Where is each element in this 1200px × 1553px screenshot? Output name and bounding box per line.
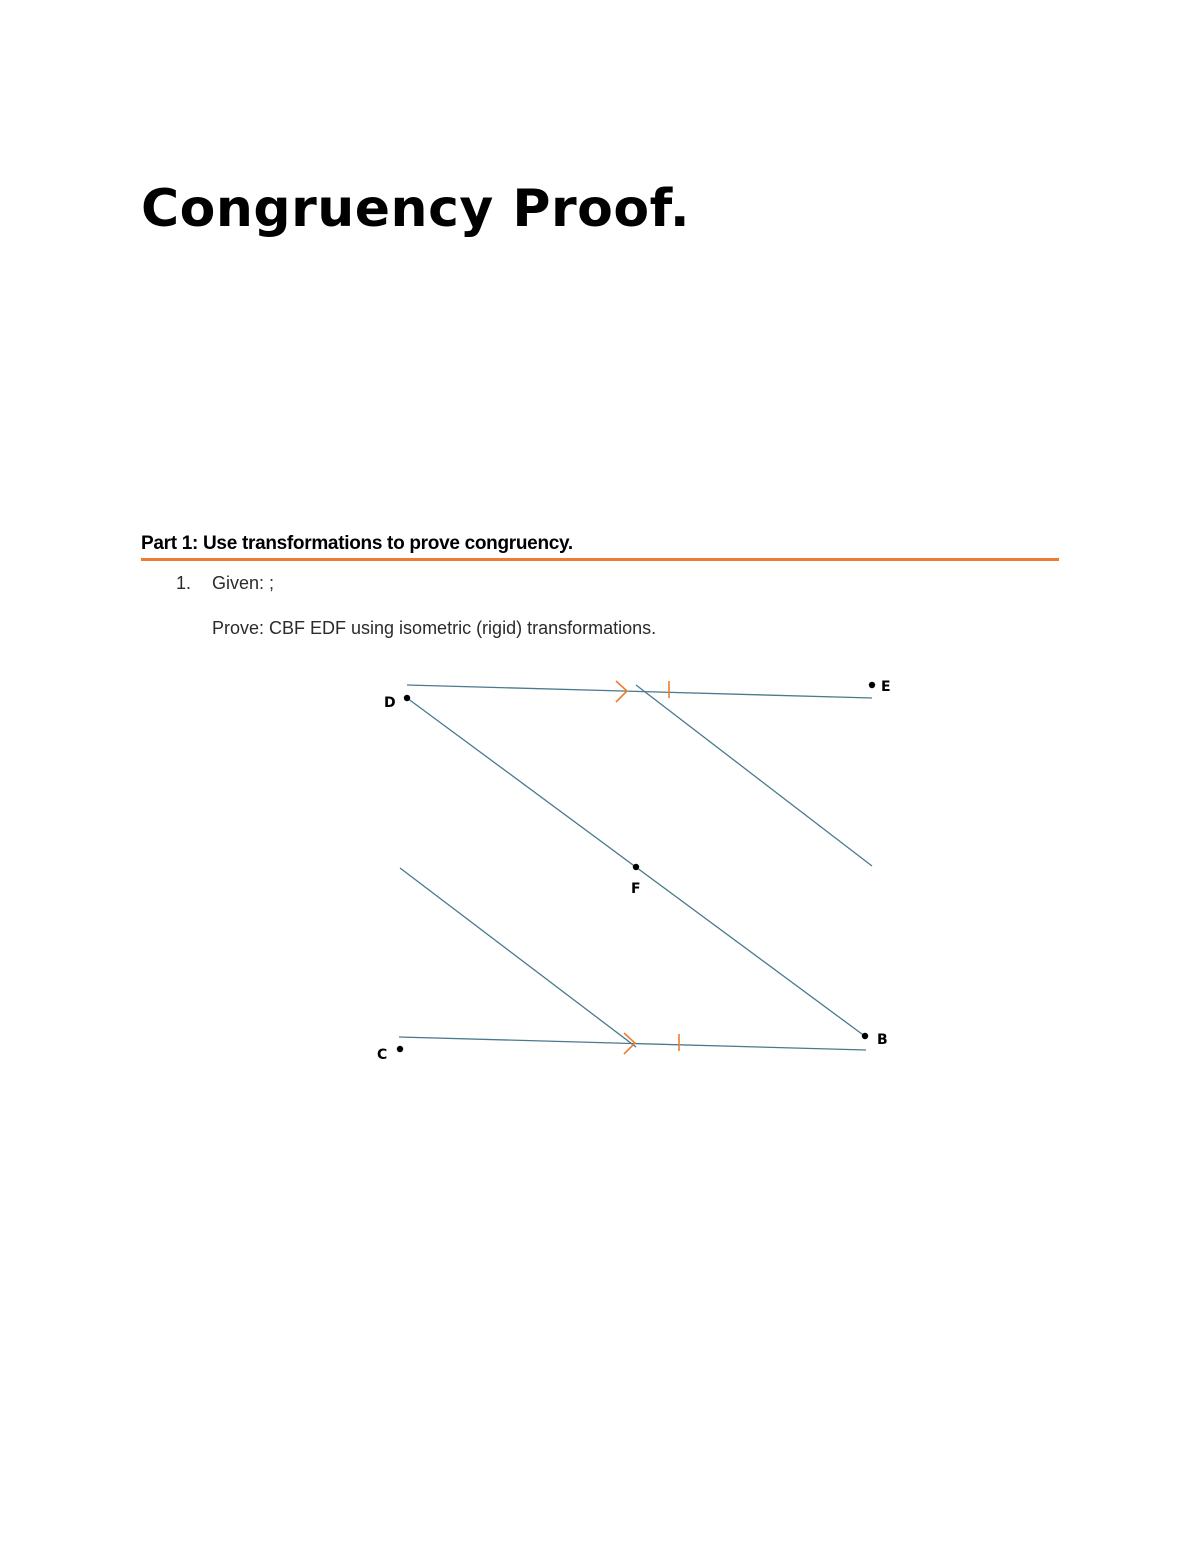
point-c-dot	[397, 1046, 403, 1052]
segment-bottom-line	[399, 1037, 866, 1050]
point-b-dot	[862, 1033, 868, 1039]
point-label-c: C	[377, 1047, 388, 1063]
segment-upper-transversal	[636, 685, 872, 866]
section-heading: Part 1: Use transformations to prove congruency.	[141, 533, 1059, 561]
list-item-number: 1.	[176, 573, 192, 593]
prove-statement: Prove: CBF EDF using isometric (rigid) transformations.	[212, 618, 657, 638]
point-label-e: E	[881, 679, 891, 695]
document-title: Congruency Proof.	[141, 179, 691, 239]
segment-lower-transversal	[400, 868, 636, 1047]
point-label-f: F	[631, 881, 641, 897]
point-f-dot	[633, 864, 639, 870]
point-label-b: B	[877, 1032, 888, 1048]
point-e-dot	[869, 682, 875, 688]
point-d-dot	[404, 695, 410, 701]
point-label-d: D	[384, 695, 396, 711]
given-statement: Given: ;	[212, 573, 275, 593]
